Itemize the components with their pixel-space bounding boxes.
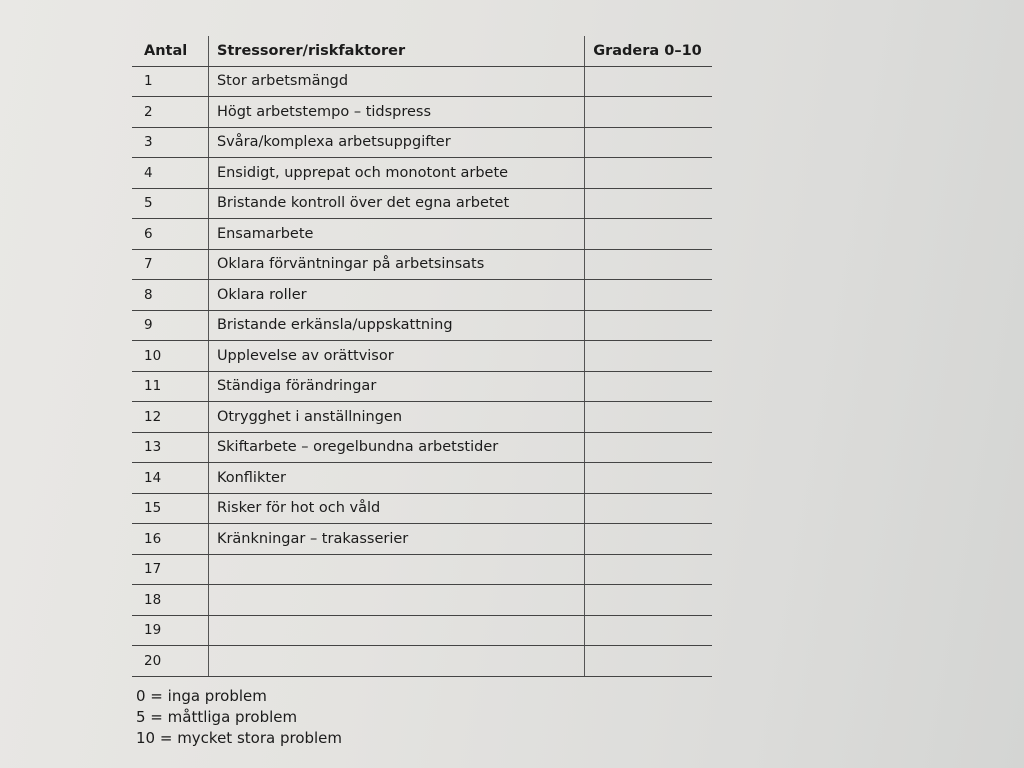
table-body — [132, 66, 712, 676]
table-row — [132, 371, 712, 402]
row-grade-cell[interactable] — [585, 310, 712, 341]
table-header-row — [132, 36, 712, 66]
row-grade-cell[interactable] — [585, 463, 712, 494]
row-factor: Oklara roller — [208, 280, 584, 311]
row-factor: Oklara förväntningar på arbetsinsats — [208, 249, 584, 280]
table-row — [132, 341, 712, 372]
row-number: 7 — [132, 249, 208, 280]
table-row — [132, 493, 712, 524]
table-row — [132, 432, 712, 463]
table-row — [132, 646, 712, 677]
row-grade-cell[interactable] — [585, 66, 712, 97]
row-factor: Otrygghet i anställningen — [208, 402, 584, 433]
header-grade: Gradera 0–10 — [585, 36, 712, 66]
table-row — [132, 127, 712, 158]
row-number: 18 — [132, 585, 208, 616]
table-row — [132, 188, 712, 219]
row-number: 19 — [132, 615, 208, 646]
row-grade-cell[interactable] — [585, 341, 712, 372]
row-number: 5 — [132, 188, 208, 219]
row-factor: Konflikter — [208, 463, 584, 494]
row-factor — [208, 615, 584, 646]
row-grade-cell[interactable] — [585, 219, 712, 250]
row-grade-cell[interactable] — [585, 188, 712, 219]
row-factor: Risker för hot och våld — [208, 493, 584, 524]
row-factor: Skiftarbete – oregelbundna arbetstider — [208, 432, 584, 463]
row-grade-cell[interactable] — [585, 127, 712, 158]
row-number: 9 — [132, 310, 208, 341]
table-row — [132, 463, 712, 494]
row-grade-cell[interactable] — [585, 402, 712, 433]
table-row — [132, 249, 712, 280]
row-number: 15 — [132, 493, 208, 524]
grading-legend — [136, 686, 342, 749]
legend-line: 5 = måttliga problem — [136, 708, 298, 726]
row-factor: Ensidigt, upprepat och monotont arbete — [208, 158, 584, 189]
row-grade-cell[interactable] — [585, 585, 712, 616]
row-number: 2 — [132, 97, 208, 128]
row-factor: Stor arbetsmängd — [208, 66, 584, 97]
stressor-table — [132, 36, 712, 677]
legend-line: 10 = mycket stora problem — [136, 729, 343, 747]
table-row — [132, 280, 712, 311]
table-row — [132, 615, 712, 646]
row-grade-cell[interactable] — [585, 158, 712, 189]
table-row — [132, 554, 712, 585]
row-grade-cell[interactable] — [585, 249, 712, 280]
legend-line: 0 = inga problem — [136, 687, 267, 705]
row-factor: Upplevelse av orättvisor — [208, 341, 584, 372]
header-num: Antal — [132, 36, 208, 66]
row-grade-cell[interactable] — [585, 493, 712, 524]
table-row — [132, 66, 712, 97]
row-grade-cell[interactable] — [585, 646, 712, 677]
row-number: 3 — [132, 127, 208, 158]
row-factor — [208, 646, 584, 677]
row-number: 10 — [132, 341, 208, 372]
row-number: 14 — [132, 463, 208, 494]
row-number: 11 — [132, 371, 208, 402]
row-number: 16 — [132, 524, 208, 555]
row-number: 4 — [132, 158, 208, 189]
row-factor: Ständiga förändringar — [208, 371, 584, 402]
row-factor: Svåra/komplexa arbetsuppgifter — [208, 127, 584, 158]
row-factor: Kränkningar – trakasserier — [208, 524, 584, 555]
row-grade-cell[interactable] — [585, 524, 712, 555]
table-row — [132, 310, 712, 341]
row-number: 17 — [132, 554, 208, 585]
header-factor: Stressorer/riskfaktorer — [208, 36, 584, 66]
table-row — [132, 219, 712, 250]
row-factor: Högt arbetstempo – tidspress — [208, 97, 584, 128]
row-number: 6 — [132, 219, 208, 250]
row-grade-cell[interactable] — [585, 371, 712, 402]
table-row — [132, 402, 712, 433]
row-number: 12 — [132, 402, 208, 433]
row-number: 8 — [132, 280, 208, 311]
row-number: 13 — [132, 432, 208, 463]
row-grade-cell[interactable] — [585, 280, 712, 311]
row-grade-cell[interactable] — [585, 615, 712, 646]
row-factor — [208, 554, 584, 585]
table-row — [132, 585, 712, 616]
row-factor: Ensamarbete — [208, 219, 584, 250]
table-row — [132, 524, 712, 555]
row-factor — [208, 585, 584, 616]
row-grade-cell[interactable] — [585, 432, 712, 463]
row-grade-cell[interactable] — [585, 554, 712, 585]
row-number: 1 — [132, 66, 208, 97]
row-number: 20 — [132, 646, 208, 677]
row-grade-cell[interactable] — [585, 97, 712, 128]
row-factor: Bristande erkänsla/uppskattning — [208, 310, 584, 341]
table-row — [132, 158, 712, 189]
row-factor: Bristande kontroll över det egna arbetet — [208, 188, 584, 219]
table-row — [132, 97, 712, 128]
